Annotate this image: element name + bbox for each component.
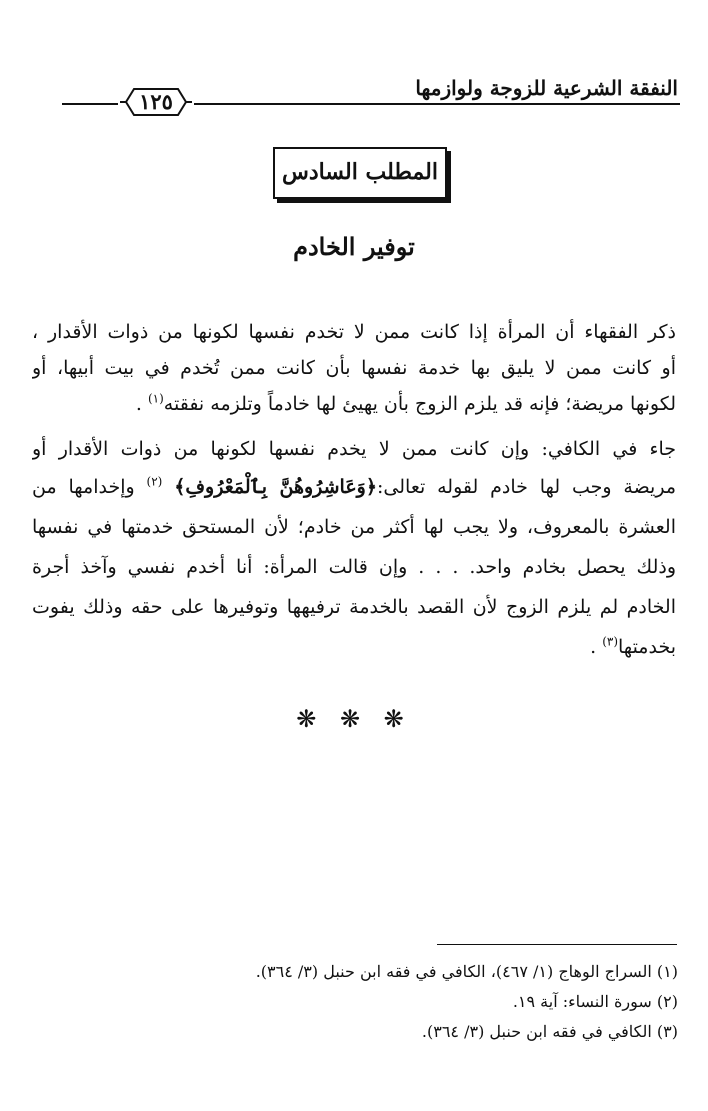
footnote: (١) السراج الوهاج (١/ ٤٦٧)، الكافي في فقه ابن حنبل (٣/ ٣٦٤). [255,962,678,981]
paragraph-text: لكونها مريضة؛ فإنه قد يلزم الزوج بأن يهيئ لها خادماً وتلزمه نفقته [163,393,676,415]
paragraph-line [32,469,676,505]
footnote-rule [437,944,677,945]
section-heading: المطلب السادس [282,159,438,185]
footnote-marker: (٢) [146,474,163,489]
paragraph-line: الخادم لم يلزم الزوج لأن القصد بالخدمة ترفيهها وتوفيرها على حقه وذلك يفوت [32,596,676,618]
running-title: النفقة الشرعية للزوجة ولوازمها [415,76,678,100]
paragraph-line: العشرة بالمعروف، ولا يجب لها أكثر من خادم؛ لأن المستحق خدمتها في نفسها [32,516,676,538]
footnote-marker: (٣) [602,634,619,649]
paragraph-line [32,629,676,665]
footnote: (٣) الكافي في فقه ابن حنبل (٣/ ٣٦٤). [421,1022,678,1041]
footnote-marker: (١) [147,391,164,406]
page-number-ornament [118,86,194,118]
paragraph-end: . [135,393,148,415]
section-separator: ❋ ❋ ❋ [296,705,412,733]
paragraph-line: ذكر الفقهاء أن المرأة إذا كانت ممن لا تخدم نفسها لكونها من ذوات الأقدار ، [32,321,676,343]
paragraph-line [32,386,676,422]
paragraph-line: وذلك يحصل بخادم واحد. . . . وإن قالت المرأة: أنا أخدم نفسي وآخذ أجرة [32,556,676,578]
paragraph-line: جاء في الكافي: وإن كانت ممن لا يخدم نفسها لكونها من ذوات الأقدار أو [32,438,676,460]
quran-verse: ﴿وَعَاشِرُوهُنَّ بِٱلْمَعْرُوفِ﴾ [174,476,377,498]
page-number: ١٢٥ [139,89,173,114]
paragraph-text: مريضة وجب لها خادم لقوله تعالى: [377,476,676,498]
paragraph-line: أو كانت ممن لا يليق بها خدمة نفسها بأن كانت ممن تُخدم في بيت أبيها، أو [32,357,676,379]
topic-title: توفير الخادم [293,232,415,261]
paragraph-text: وإخدامها من [32,476,147,498]
footnote: (٢) سورة النساء: آية ١٩. [512,992,678,1011]
section-heading-box [273,147,447,199]
paragraph-end: . [590,636,603,658]
paragraph-text: بخدمتها [618,636,676,658]
